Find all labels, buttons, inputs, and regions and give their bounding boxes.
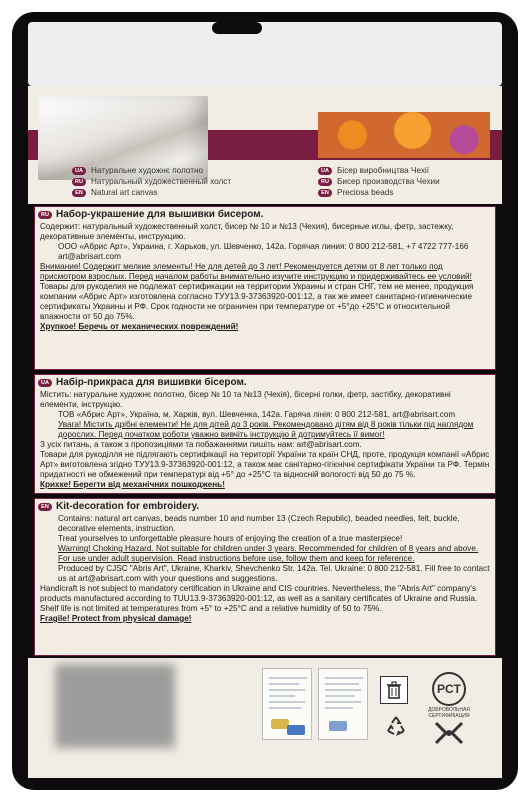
ua-contents: Містить: натуральне художнє полотно, бісер № 10 та №13 (Чехія), бісерні голки, фетр, застібку, декоративні елементи, інструкцію. bbox=[40, 390, 451, 409]
barcode-blurred bbox=[56, 664, 176, 748]
flag-ru-icon: RU bbox=[38, 211, 52, 219]
section-en-title: EN Kit-decoration for embroidery. bbox=[35, 499, 495, 514]
hanger-strip bbox=[28, 22, 502, 86]
flag-ua-icon: UA bbox=[72, 167, 86, 175]
ru-company: ООО «Абрис Арт», Украина, г. Харьков, ул. Шевченко, 142а. Горячая линия: 0 800 212-581, +7 4722 777-166 art@abrisart.com bbox=[58, 242, 469, 261]
material-beads-ua: UA Бісер виробництва Чехії bbox=[318, 165, 429, 176]
beads-photo bbox=[318, 112, 490, 158]
ua-fragile: Крихке! Берегти від механічних пошкоджень! bbox=[40, 480, 225, 489]
material-canvas-ua: UA Натуральне художнє полотно bbox=[72, 165, 203, 176]
ua-certification: Товари для рукоділля не підлягають сертифікації на території України та країн СНД, проте, продукція компанії «Абрис Арт» виготовлена згідно ТУУ13.9-37363920-001:12, а також має санітарно-гігієнічні сертифікати України та РФ. Термін придатності не обмежений при температурі від +5° до +25°С та відносній вологості від 50 до 75 %. bbox=[40, 450, 490, 479]
flag-en-icon: EN bbox=[318, 189, 332, 197]
en-tagline: Treat yourselves to unforgettable pleasure hours of enjoying the creation of a true masterpiece! bbox=[58, 534, 403, 543]
en-warning: Warning! Choking Hazard. Not suitable for children under 3 years. Recommended for children of 8 years and above. For use under adult supervision. Read instructions before use, follow them and keep for reference. bbox=[58, 544, 479, 563]
pct-mark-icon: PCT bbox=[432, 672, 466, 706]
material-beads-ru: RU Бисер производства Чехии bbox=[318, 176, 440, 187]
section-en bbox=[34, 498, 496, 656]
flag-ru-icon: RU bbox=[318, 178, 332, 186]
ru-warning: Внимание! Содержит мелкие элементы! Не для детей до 3 лет! Рекомендуется детям от 8 лет только под присмотром взрослых. Перед началом работы внимательно изучите инструкцию и придерживайтесь ее условий! bbox=[40, 262, 472, 281]
trash-bin-icon bbox=[380, 676, 408, 704]
ua-warning: Увага! Містить дрібні елементи! Не для дітей до 3 років. Рекомендовано дітям від 8 років тільки під наглядом дорослих. Перед початком роботи уважно вивчіть інструкцію й дотримуйтесь її вимог! bbox=[58, 420, 474, 439]
section-ua-title: UA Набір-прикраса для вишивки бісером. bbox=[35, 375, 495, 390]
en-produced: Produced by CJSC "Abris Art", Ukraine, Kharkiv, Shevchenko Str. 142a. Tel. Ukraine: 0 800 212-581. Fill free to contact us at art@abrisart.com with your questions and suggestions. bbox=[58, 564, 490, 583]
en-certification: Handicraft is not subject to mandatory certification in Ukraine and CIS countries. Nevertheless, the "Abris Art" company's products manufactured according to TUU13.9-37363920-001:12, as well as a sanitary certificates of Ukraine and Russia. Shelf life is not limited at temperatures from +5° to +25°C and a relative humidity of 50 to 75%. bbox=[40, 584, 478, 613]
section-ua bbox=[34, 374, 496, 494]
eac-mark-icon bbox=[434, 720, 464, 746]
flag-ru-icon: RU bbox=[72, 178, 86, 186]
recycle-icon bbox=[382, 712, 410, 740]
flag-en-icon: EN bbox=[72, 189, 86, 197]
ru-fragile: Хрупкое! Беречь от механических повреждений! bbox=[40, 322, 239, 331]
flag-en-icon: EN bbox=[38, 503, 52, 511]
ua-contact: З усіх питань, а також з пропозиціями та побажаннями пишіть нам: art@abrisart.com. bbox=[40, 440, 362, 449]
en-fragile: Fragile! Protect from physical damage! bbox=[40, 614, 192, 623]
pct-label: ДОБРОВОЛЬНАЯ СЕРТИФИКАЦИЯ bbox=[428, 707, 470, 719]
material-canvas-ru: RU Натуральный художественный холст bbox=[72, 176, 231, 187]
certificate-image-1 bbox=[262, 668, 312, 740]
ru-contents: Содержит: натуральный художественный холст, бисер № 10 и №13 (Чехия), бисерные иглы, фетр, застежку, декоративные элементы, инструкцию. bbox=[40, 222, 454, 241]
flag-ua-icon: UA bbox=[38, 379, 52, 387]
ua-company: ТОВ «Абрис Арт», Україна, м. Харків, вул. Шевченка, 142а. Гаряча лінія: 0 800 212-581, art@abrisart.com bbox=[58, 410, 456, 419]
section-ru bbox=[34, 206, 496, 370]
section-ru-title: RU Набор-украшение для вышивки бисером. bbox=[35, 207, 495, 222]
flag-ua-icon: UA bbox=[318, 167, 332, 175]
ru-certification: Товары для рукоделия не подлежат сертификации на территории Украины и стран СНГ, тем не менее, продукция компании «Абрис Арт» изготовлена согласно ТУУ13.9-37363920-001:12, а так же имеет санитарно-гигиенические сертификаты Украины и РФ. Срок годности не ограничен при температуре от +5°до +25°С и относительной влажности от 50 до 75%. bbox=[40, 282, 474, 321]
hanger-hole bbox=[212, 22, 262, 34]
en-contents: Contains: natural art canvas, beads number 10 and number 13 (Czech Republic), beaded needles, felt, buckle, decorative elements, instruction. bbox=[58, 514, 460, 533]
material-beads-en: EN Preciosa beads bbox=[318, 187, 393, 198]
certificate-image-2 bbox=[318, 668, 368, 740]
material-canvas-en: EN Natural art canvas bbox=[72, 187, 157, 198]
